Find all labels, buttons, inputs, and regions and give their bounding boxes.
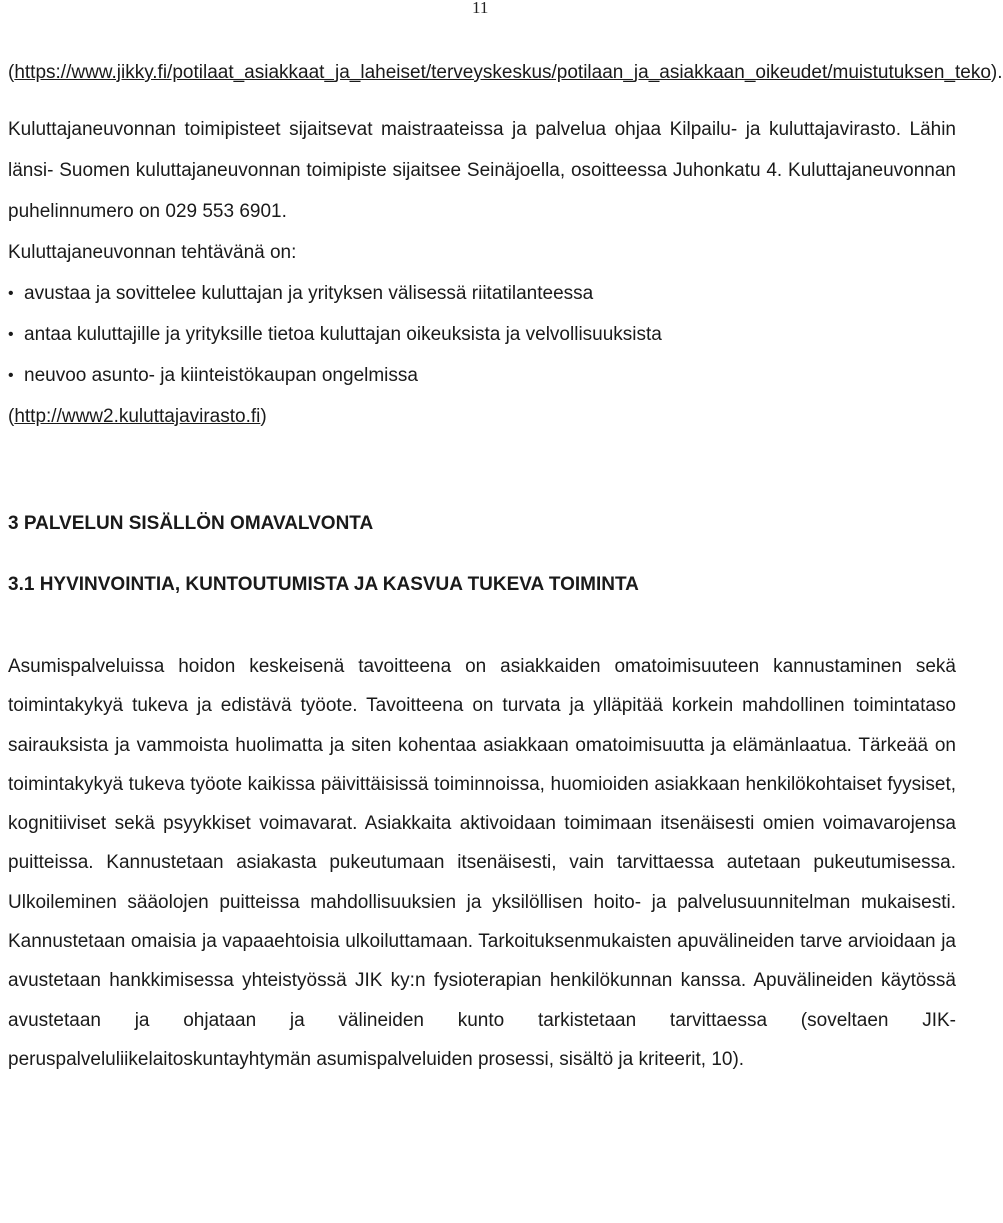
list-item	[8, 273, 956, 314]
section-heading: 3 PALVELUN SISÄLLÖN OMAVALVONTA	[8, 513, 374, 534]
list-item	[8, 314, 956, 355]
consumer-advice-paragraph: Kuluttajaneuvonnan toimipisteet sijaitsevat maistraateissa ja palvelua ohjaa Kilpailu- ja kuluttajavirasto. Lähin länsi- Suomen kuluttajaneuvonnan toimipiste sijaitsee Seinäjoella, osoitteessa Juhonkatu 4. Kuluttajaneuvonnan puhelinnumero on 029 553 6901.	[8, 119, 956, 222]
url-open-paren: (	[8, 62, 15, 83]
subsection-heading: 3.1 HYVINVOINTIA, KUNTOUTUMISTA JA KASVUA TUKEVA TOIMINTA	[8, 574, 639, 595]
tasks-intro: Kuluttajaneuvonnan tehtävänä on:	[8, 242, 297, 263]
jikky-link[interactable]: https://www.jikky.fi/potilaat_asiakkaat_ja_laheiset/terveyskeskus/potilaan_ja_asiakkaan_oikeudet/muistutuksen_teko	[14, 62, 991, 83]
list-item-text: avustaa ja sovittelee kuluttajan ja yrityksen välisessä riitatilanteessa	[24, 283, 594, 304]
tasks-list	[8, 273, 956, 396]
url-paragraph	[8, 52, 1003, 93]
bullet-icon: •	[8, 367, 14, 384]
tasks-url-open-paren: (	[8, 406, 15, 427]
page-number: 11	[472, 0, 489, 17]
kuluttajavirasto-link[interactable]: http://www2.kuluttajavirasto.fi	[14, 406, 261, 427]
list-item-text: antaa kuluttajille ja yrityksille tietoa kuluttajan oikeuksista ja velvollisuuksista	[24, 324, 662, 345]
url-close-paren: ).	[990, 62, 1003, 83]
list-item-text: neuvoo asunto- ja kiinteistökaupan ongelmissa	[24, 365, 418, 386]
list-item	[8, 355, 956, 396]
tasks-url	[8, 396, 956, 437]
document-body	[8, 52, 1003, 1079]
tasks-url-close-paren: )	[260, 406, 267, 427]
main-paragraph: Asumispalveluissa hoidon keskeisenä tavoitteena on asiakkaiden omatoimisuuteen kannustaminen sekä toimintakykyä tukeva ja edistävä työote. Tavoitteena on turvata ja ylläpitää korkein mahdollinen toimintataso sairauksista ja vammoista huolimatta ja siten kohentaa asiakkaan omatoimisuutta ja elämänlaatua. Tärkeää on toimintakykyä tukeva työote kaikissa päivittäisissä toiminnoissa, huomioiden asiakkaan henkilökohtaiset fyysiset, kognitiiviset sekä psyykkiset voimavarat. Asiakkaita aktivoidaan toimimaan itsenäisesti omien voimavarojensa puitteissa. Kannustetaan asiakasta pukeutumaan itsenäisesti, vain tarvittaessa autetaan pukeutumisessa. Ulkoileminen sääolojen puitteissa mahdollisuuksien ja yksilöllisen hoito- ja palvelusuunnitelman mukaisesti. Kannustetaan omaisia ja vapaaehtoisia ulkoiluttamaan. Tarkoituksenmukaisten apuvälineiden tarve arvioidaan ja avustetaan hankkimisessa yhteistyössä JIK ky:n fysioterapian henkilökunnan kanssa. Apuvälineiden käytössä avustetaan ja ohjataan ja välineiden kunto tarkistetaan tarvittaessa (soveltaen JIK-peruspalveluliikelaitoskuntayhtymän asumispalveluiden prosessi, sisältö ja kriteerit, 10).	[8, 656, 956, 1070]
bullet-icon: •	[8, 326, 14, 343]
bullet-icon: •	[8, 285, 14, 302]
